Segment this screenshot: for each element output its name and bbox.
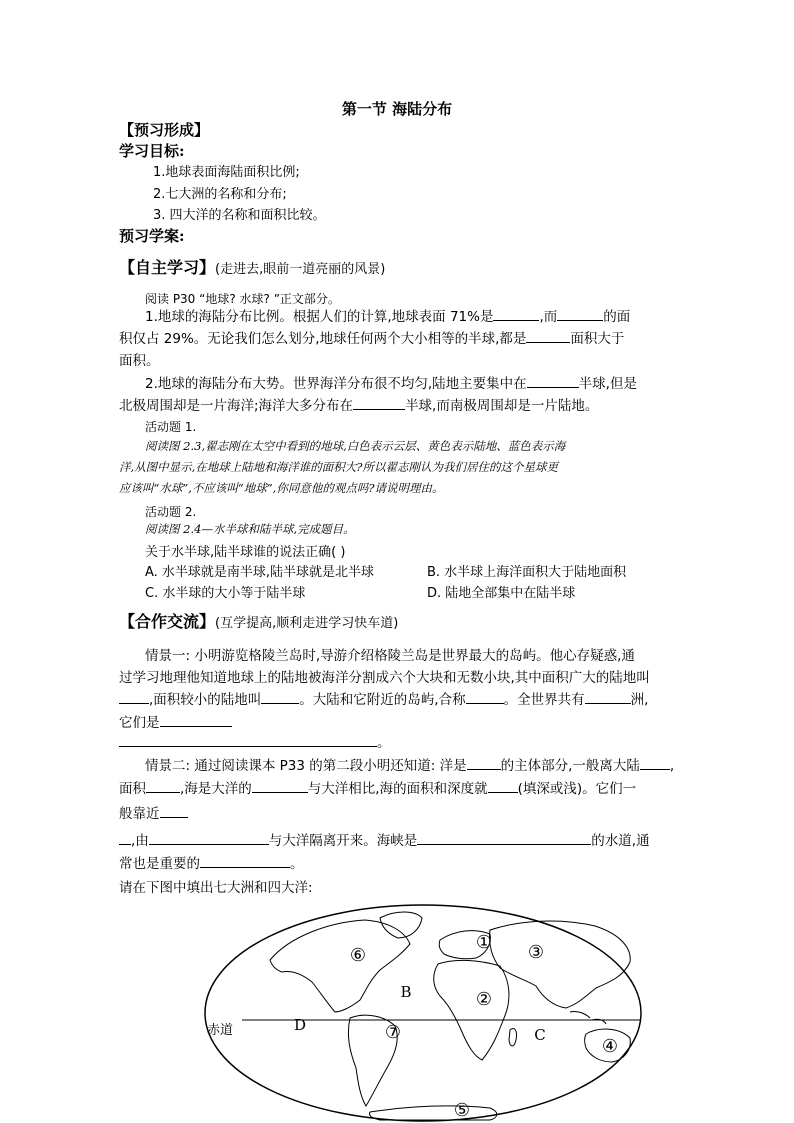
- page-title: 第一节 海陆分布: [341, 100, 453, 118]
- blank[interactable]: [640, 769, 670, 770]
- cooperate-note: (互学提高,顺利走进学习快车道): [215, 616, 399, 631]
- s1-text: 。大陆和它附近的岛屿,合称: [299, 692, 466, 708]
- reading-instruction: 阅读 P30 “地球? 水球? ”正文部分。: [145, 292, 340, 306]
- blank[interactable]: [149, 844, 269, 845]
- s2-text: (填深或浅)。它们一: [517, 781, 637, 797]
- blank[interactable]: [467, 769, 501, 770]
- q1-line1: [145, 305, 630, 325]
- ocean-letter-b[interactable]: B: [400, 983, 412, 1001]
- blank[interactable]: [466, 703, 504, 704]
- s2-text: 情景二: 通过阅读课本 P33 的第二段小明还知道: 洋是: [145, 758, 467, 774]
- marker-1[interactable]: ①: [475, 932, 493, 953]
- self-study-section-header: [119, 255, 385, 278]
- blank[interactable]: [557, 320, 603, 321]
- plan-heading: 预习学案:: [119, 227, 185, 245]
- scenario1-line3: [119, 688, 648, 708]
- scenario2-line2: [119, 777, 636, 797]
- option-d[interactable]: D. 陆地全部集中在陆半球: [427, 586, 576, 601]
- q1-text: 的面: [603, 309, 631, 325]
- s2-text: 般靠近: [119, 806, 160, 822]
- s2-text: ,海是大洋的: [180, 781, 252, 797]
- marker-5[interactable]: ⑤: [453, 1100, 471, 1121]
- marker-2[interactable]: ②: [475, 989, 493, 1010]
- s2-text: 与大洋隔离开来。海峡是: [268, 833, 418, 849]
- goal-item: 1.地球表面海陆面积比例;: [153, 165, 300, 180]
- continent-asia: [489, 921, 630, 1008]
- activity2-question: 关于水半球,陆半球谁的说法正确( ): [145, 545, 346, 560]
- goal-item: 3. 四大洋的名称和面积比较。: [153, 208, 326, 223]
- scenario1-line2: 过学习地理他知道地球上的陆地被海洋分割成六个大块和无数小块,其中面积广大的陆地叫: [119, 670, 650, 686]
- blank[interactable]: [119, 844, 131, 845]
- scenario1-line4: [119, 711, 232, 731]
- s1-text: ,面积较小的陆地叫: [149, 692, 262, 708]
- activity2-title: 活动题 2.: [145, 505, 197, 519]
- q1-text: 面积大于: [570, 331, 625, 347]
- scenario2-line3: [119, 802, 188, 822]
- s2-text: ,: [669, 758, 675, 774]
- ocean-letter-c[interactable]: C: [534, 1026, 546, 1044]
- option-a[interactable]: A. 水半球就是南半球,陆半球就是北半球: [145, 565, 375, 580]
- blank[interactable]: [160, 817, 188, 818]
- blank[interactable]: [252, 792, 308, 793]
- s2-text: ,由: [131, 833, 149, 849]
- islands-southeast-asia: [570, 1011, 606, 1024]
- q2-text: 2.地球的海陆分布大势。世界海洋分布很不均匀,陆地主要集中在: [145, 376, 527, 392]
- map-outline: [205, 905, 641, 1121]
- blank[interactable]: [261, 703, 299, 704]
- s2-text: 的主体部分,一般离大陆: [500, 758, 640, 774]
- self-study-note: (走进去,眼前一道亮丽的风景): [215, 262, 386, 277]
- scenario2-line5: [119, 852, 304, 872]
- equator-label: 赤道: [207, 1023, 234, 1038]
- s1-text: 它们是: [119, 715, 160, 731]
- s1-text: 洲,: [630, 692, 649, 708]
- blank[interactable]: [353, 409, 405, 410]
- s2-text: 的水道,通: [591, 833, 650, 849]
- continent-africa: [434, 960, 509, 1060]
- scenario2-line1: [145, 754, 674, 774]
- blank[interactable]: [160, 726, 232, 727]
- s1-text: 。全世界共有: [503, 692, 585, 708]
- cooperate-heading: 【合作交流】: [119, 612, 216, 631]
- q2-line2: [119, 394, 598, 414]
- blank[interactable]: [146, 792, 180, 793]
- ocean-letter-d[interactable]: D: [293, 1016, 307, 1034]
- world-map: [200, 900, 650, 1122]
- activity1-line: 应该叫“水球”,不应该叫“地球”,你同意他的观点吗?请说明理由。: [119, 481, 444, 495]
- marker-4[interactable]: ④: [601, 1036, 619, 1057]
- q1-line2: [119, 327, 624, 347]
- goals-heading: 学习目标:: [119, 142, 185, 160]
- blank[interactable]: [527, 387, 579, 388]
- s2-text: 面积: [119, 781, 146, 797]
- s2-text: 与大洋相比,海的面积和深度就: [307, 781, 488, 797]
- blank[interactable]: [417, 844, 591, 845]
- scenario1-line5: [119, 731, 391, 751]
- island-greenland: [380, 912, 422, 938]
- q1-text: ,而: [539, 309, 558, 325]
- s2-text: 。: [290, 856, 304, 872]
- preview-heading: 【预习形成】: [119, 121, 210, 139]
- blank[interactable]: [493, 320, 539, 321]
- marker-7[interactable]: ⑦: [384, 1022, 402, 1043]
- s1-text: 。: [377, 735, 391, 751]
- q2-text: 半球,而南极周围却是一片陆地。: [405, 398, 599, 414]
- map-prompt: 请在下图中填出七大洲和四大洋:: [119, 880, 313, 896]
- q1-line3: 面积。: [119, 353, 160, 369]
- option-b[interactable]: B. 水半球上海洋面积大于陆地面积: [427, 565, 627, 580]
- activity1-title: 活动题 1.: [145, 420, 197, 434]
- blank[interactable]: [200, 867, 290, 868]
- q1-text: 积仅占 29%。无论我们怎么划分,地球任何两个大小相等的半球,都是: [119, 331, 527, 347]
- q1-text: 1.地球的海陆分布比例。根据人们的计算,地球表面 71%是: [145, 309, 494, 325]
- island-madagascar: [509, 1028, 517, 1046]
- activity2-line: 阅读图 2.4—水半球和陆半球,完成题目。: [145, 522, 355, 536]
- option-c[interactable]: C. 水半球的大小等于陆半球: [145, 586, 306, 601]
- blank[interactable]: [585, 703, 631, 704]
- s2-text: 常也是重要的: [119, 856, 200, 872]
- marker-6[interactable]: ⑥: [349, 945, 367, 966]
- blank[interactable]: [488, 792, 518, 793]
- blank[interactable]: [119, 703, 149, 704]
- q2-text: 北极周围却是一片海洋;海洋大多分布在: [119, 398, 354, 414]
- blank[interactable]: [526, 342, 570, 343]
- blank[interactable]: [119, 746, 377, 747]
- scenario2-line4: [119, 829, 650, 849]
- q2-text: 半球,但是: [578, 376, 637, 392]
- q2-line1: [145, 372, 637, 392]
- marker-3[interactable]: ③: [527, 942, 545, 963]
- activity1-line: 洋,从图中显示,在地球上陆地和海洋谁的面积大?所以翟志刚认为我们居住的这个星球更: [119, 460, 558, 474]
- self-study-heading: 【自主学习】: [119, 258, 216, 277]
- scenario1-line1: 情景一: 小明游览格陵兰岛时,导游介绍格陵兰岛是世界最大的岛屿。他心存疑惑,通: [145, 648, 635, 664]
- goal-item: 2.七大洲的名称和分布;: [153, 187, 287, 202]
- cooperate-section-header: [119, 609, 398, 632]
- continent-north-america: [270, 920, 410, 1012]
- activity1-line: 阅读图 2.3,翟志刚在太空中看到的地球,白色表示云层、黄色表示陆地、蓝色表示海: [145, 439, 566, 453]
